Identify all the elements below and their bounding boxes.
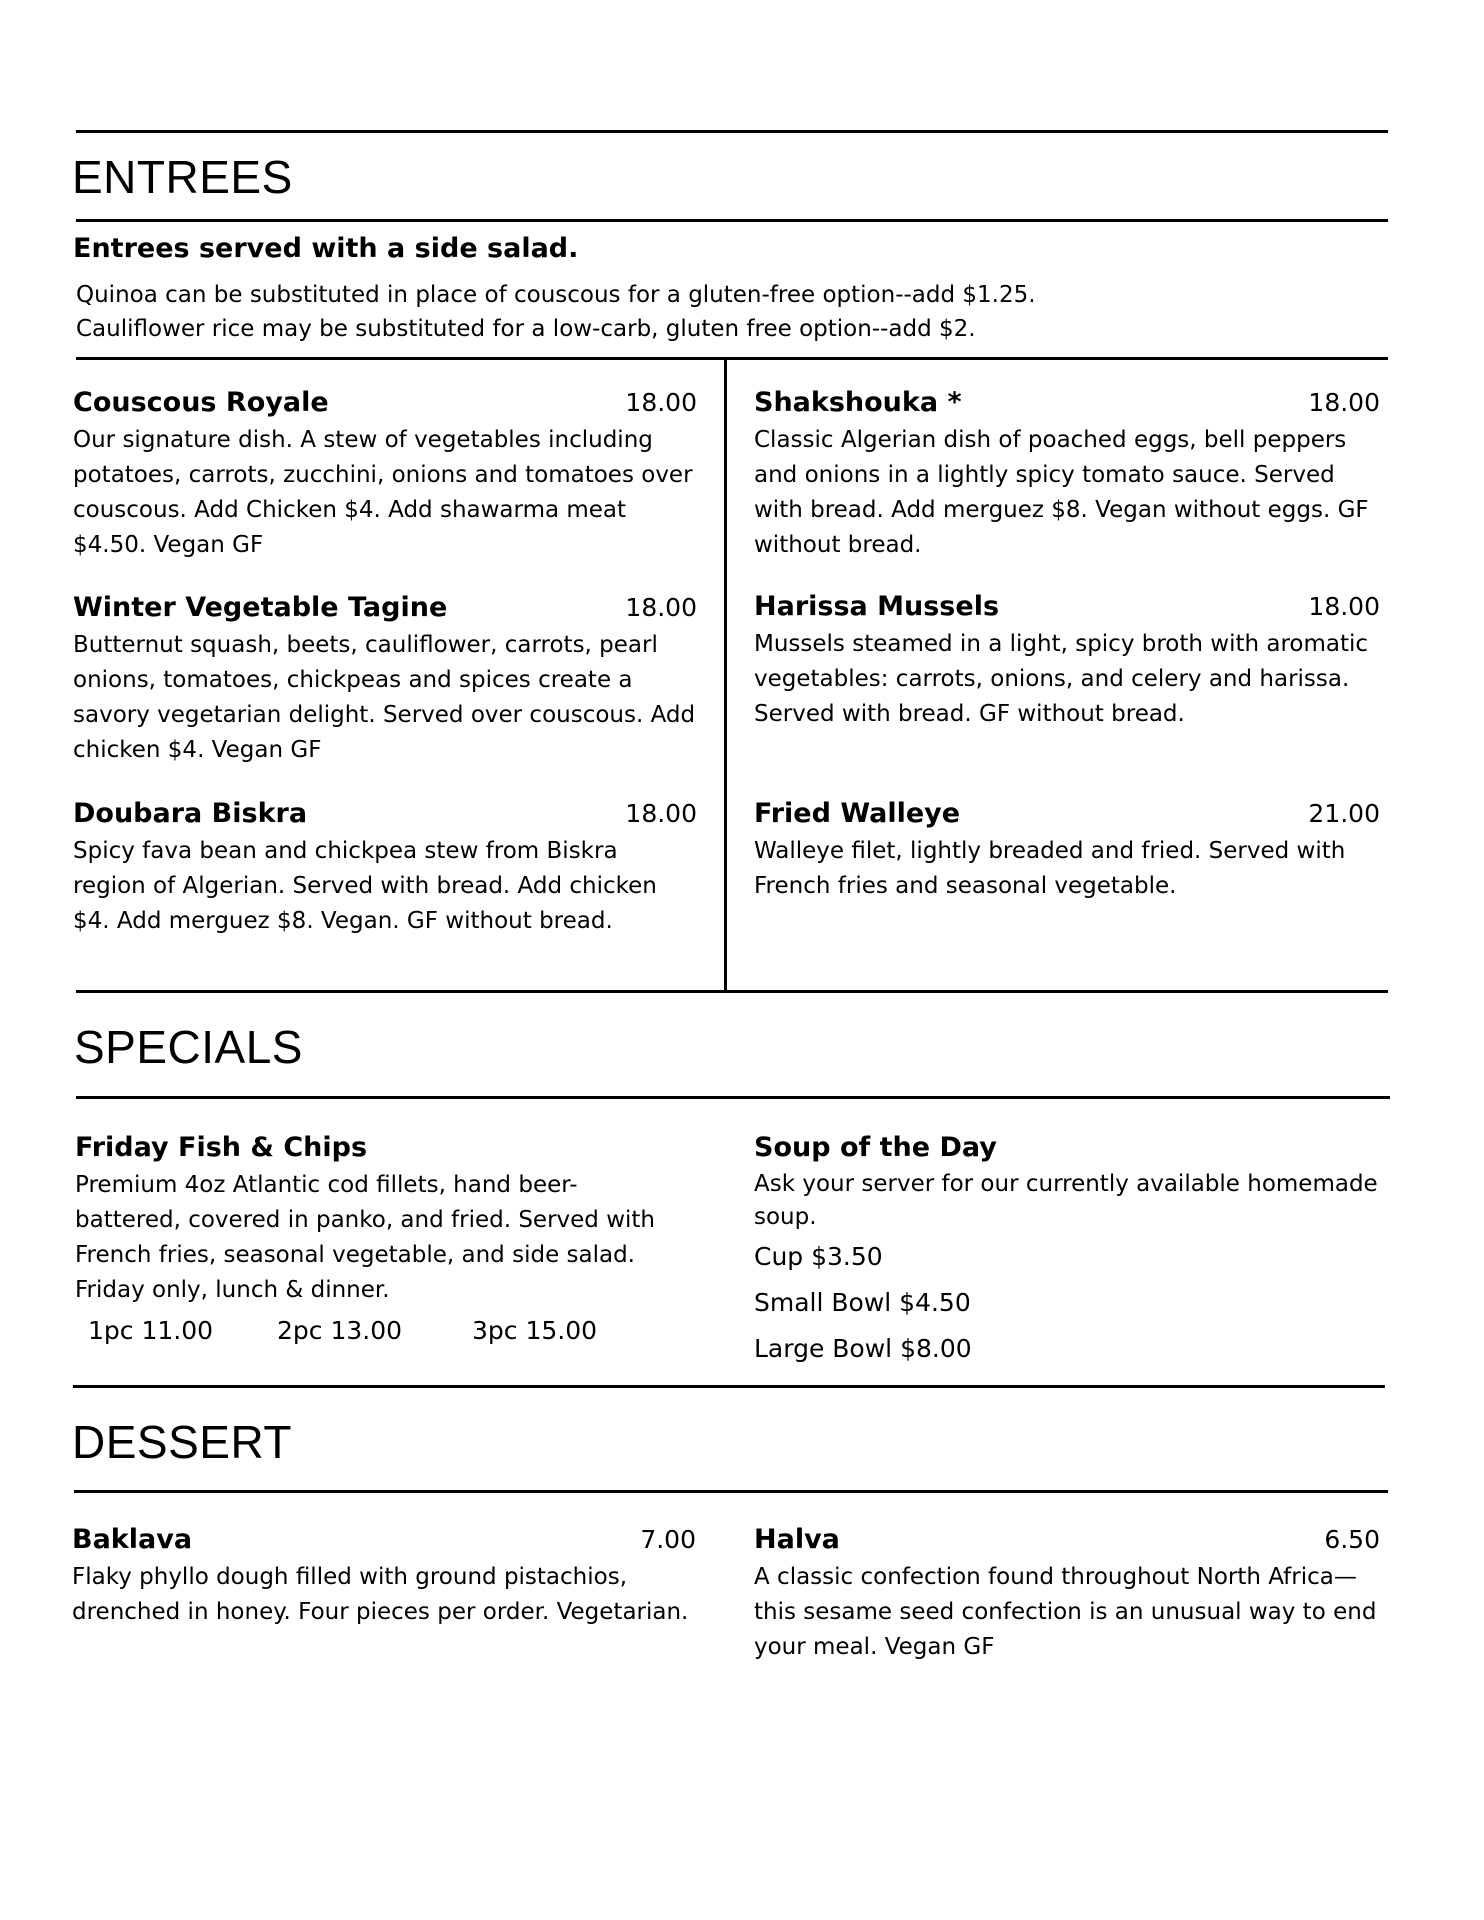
menu-item-harissa-mussels (754, 591, 1380, 732)
item-name: Doubara Biskra (73, 798, 308, 829)
dessert-title-rule (74, 1490, 1388, 1493)
entrees-title-rule (76, 219, 1388, 222)
entrees-top-rule (76, 130, 1388, 133)
dessert-title: DESSERT (72, 1416, 292, 1468)
entrees-note-quinoa: Quinoa can be substituted in place of couscous for a gluten-free option--add $1.25. (76, 282, 1036, 308)
dessert-baklava (72, 1524, 696, 1630)
item-description: Mussels steamed in a light, spicy broth with aromatic vegetables: carrots, onions, and celery and harissa. Served with bread. GF without bread. (754, 631, 1369, 727)
item-price: 18.00 (625, 593, 697, 622)
item-description: Butternut squash, beets, cauliflower, carrots, pearl onions, tomatoes, chickpeas and spices create a savory vegetarian delight. Served over couscous. Add chicken $4. Vegan GF (73, 632, 696, 763)
entrees-subheading: Entrees served with a side salad. (73, 233, 579, 264)
item-price: 18.00 (625, 388, 697, 417)
item-description: Ask your server for our currently available homemade soup. (754, 1171, 1378, 1230)
soup-size-small-bowl: Small Bowl $4.50 (754, 1288, 971, 1317)
menu-item-shakshouka (754, 387, 1380, 563)
item-price: 18.00 (1308, 592, 1380, 621)
specials-title: SPECIALS (74, 1021, 303, 1073)
item-name: Winter Vegetable Tagine (73, 592, 448, 623)
item-name: Shakshouka * (754, 387, 962, 418)
soup-size-cup: Cup $3.50 (754, 1242, 883, 1271)
item-description: Flaky phyllo dough filled with ground pistachios, drenched in honey. Four pieces per order. Vegetarian. (72, 1564, 689, 1625)
special-soup-of-the-day (754, 1132, 1380, 1234)
specials-top-rule (76, 990, 1388, 993)
entrees-note-cauliflower: Cauliflower rice may be substituted for a low-carb, gluten free option--add $2. (76, 316, 976, 342)
item-description: Spicy fava bean and chickpea stew from Biskra region of Algerian. Served with bread. Add chicken $4. Add merguez $8. Vegan. GF without bread. (73, 838, 657, 934)
dessert-top-rule (73, 1385, 1385, 1388)
menu-item-doubara-biskra (73, 798, 697, 939)
item-description: Premium 4oz Atlantic cod fillets, hand beer-battered, covered in panko, and fried. Served with French fries, seasonal vegetable, and side salad. Friday only, lunch & dinner. (75, 1172, 656, 1303)
item-price: 18.00 (1308, 388, 1380, 417)
entrees-column-divider (724, 357, 727, 993)
item-price: 21.00 (1308, 799, 1380, 828)
item-name: Soup of the Day (754, 1132, 997, 1163)
item-name: Friday Fish & Chips (75, 1132, 368, 1163)
entrees-title: ENTREES (72, 151, 293, 203)
fish-portion-prices (88, 1316, 648, 1350)
specials-title-rule (76, 1096, 1390, 1099)
item-price: 6.50 (1324, 1525, 1380, 1554)
item-price: 7.00 (640, 1525, 696, 1554)
item-name: Couscous Royale (73, 387, 329, 418)
entrees-items-top-rule (76, 357, 1388, 360)
item-description: Classic Algerian dish of poached eggs, bell peppers and onions in a lightly spicy tomato sauce. Served with bread. Add merguez $8. Vegan without eggs. GF without bread. (754, 427, 1369, 558)
item-name: Baklava (72, 1524, 193, 1555)
item-description: Our signature dish. A stew of vegetables including potatoes, carrots, zucchini, onions and tomatoes over couscous. Add Chicken $4. Add shawarma meat $4.50. Vegan GF (73, 427, 693, 558)
item-description: A classic confection found throughout North Africa—this sesame seed confection is an unusual way to end your meal. Vegan GF (754, 1564, 1377, 1660)
item-name: Fried Walleye (754, 798, 961, 829)
item-name: Halva (754, 1524, 840, 1555)
item-description: Walleye filet, lightly breaded and fried. Served with French fries and seasonal vegetable. (754, 838, 1346, 899)
item-name: Harissa Mussels (754, 591, 1000, 622)
portion-3pc: 3pc 15.00 (472, 1316, 598, 1345)
portion-1pc: 1pc 11.00 (88, 1316, 214, 1345)
menu-item-couscous-royale (73, 387, 697, 563)
dessert-halva (754, 1524, 1380, 1665)
item-price: 18.00 (625, 799, 697, 828)
menu-item-fried-walleye (754, 798, 1380, 904)
soup-size-large-bowl: Large Bowl $8.00 (754, 1334, 972, 1363)
special-friday-fish-chips (75, 1132, 675, 1308)
portion-2pc: 2pc 13.00 (277, 1316, 403, 1345)
menu-item-winter-vegetable-tagine (73, 592, 697, 768)
